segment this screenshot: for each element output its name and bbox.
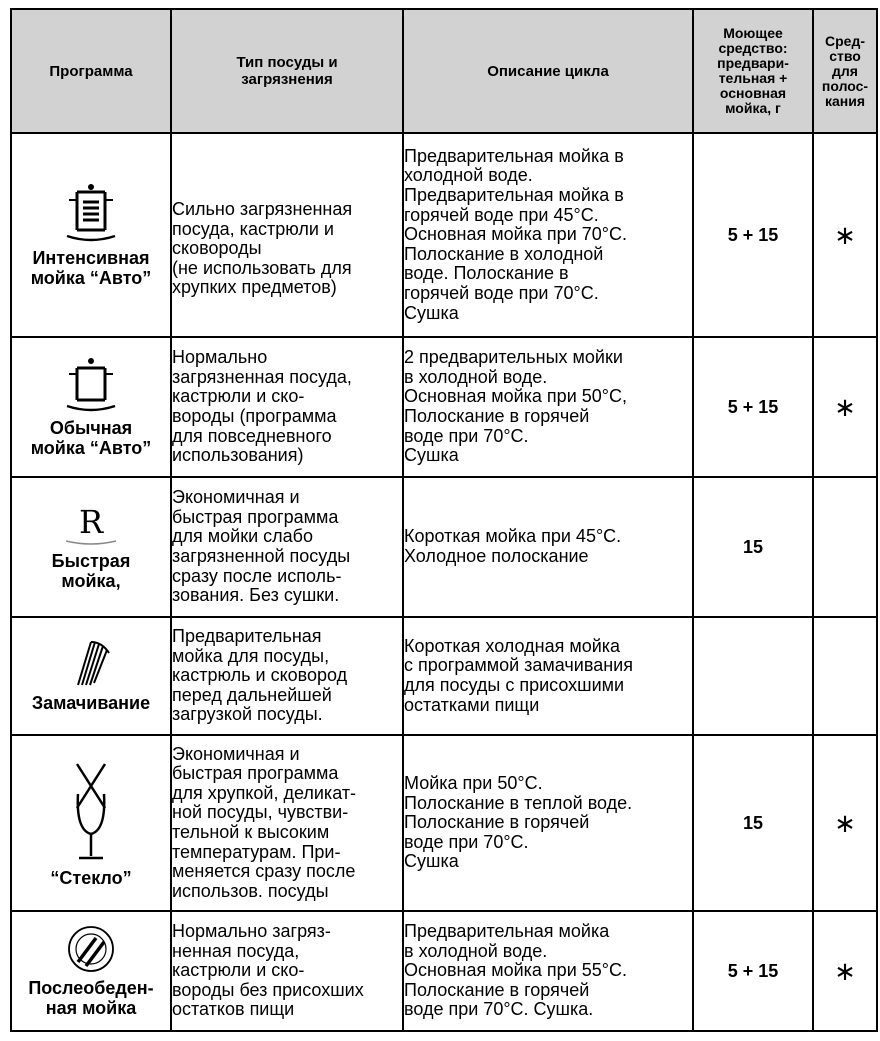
svg-text:R: R — [78, 503, 104, 541]
table-row — [11, 337, 877, 477]
header-rinse-aid: Сред- ство для полос- кания — [813, 9, 877, 133]
rinse-aid-cell: ∗ — [813, 337, 877, 477]
program-cell — [11, 337, 171, 477]
rinse-aid-cell — [813, 617, 877, 735]
rinse-aid-cell — [813, 477, 877, 617]
program-cell — [11, 911, 171, 1031]
header-detergent: Моющее средство: предвари- тельная + основная мойка, г — [693, 9, 813, 133]
detergent-cell: 5 + 15 — [693, 911, 813, 1031]
detergent-cell: 5 + 15 — [693, 133, 813, 337]
quick-r-icon — [56, 503, 126, 547]
program-name: Интенсивная мойка “Авто” — [30, 248, 152, 288]
dish-type-cell: Экономичная и быстрая программа для хрупкой, деликат- ной посуды, чувстви- тельной к высоким температурам. При- меняется сразу после использов. посуды — [171, 735, 403, 911]
dish-type-cell: Предварительная мойка для посуды, кастрюль и сковород перед дальнейшей загрузкой посуды. — [171, 617, 403, 735]
dish-type-cell: Нормально загряз- ненная посуда, кастрюли и ско- вороды без присохших остатков пищи — [171, 911, 403, 1031]
header-row — [11, 9, 877, 133]
table-row — [11, 911, 877, 1031]
program-name: Обычная мойка “Авто” — [30, 418, 152, 458]
rinse-aid-cell: ∗ — [813, 133, 877, 337]
cycle-cell: Короткая мойка при 45°C. Холодное полоскание — [403, 477, 693, 617]
program-table — [10, 8, 878, 1032]
table-row — [11, 735, 877, 911]
dish-type-cell: Экономичная и быстрая программа для мойки слабо загрязненной посуды сразу после исполь- зования. Без сушки. — [171, 477, 403, 617]
soak-shower-icon — [69, 639, 113, 689]
program-cell — [11, 617, 171, 735]
detergent-cell: 15 — [693, 477, 813, 617]
detergent-cell: 15 — [693, 735, 813, 911]
table-row — [11, 617, 877, 735]
dish-type-cell: Сильно загрязненная посуда, кастрюли и сковороды (не использовать для хрупких предметов) — [171, 133, 403, 337]
program-name: Замачивание — [31, 693, 151, 713]
detergent-cell: 5 + 15 — [693, 337, 813, 477]
program-name: Быстрая мойка, — [51, 551, 131, 591]
program-name: “Стекло” — [50, 868, 132, 888]
table-row — [11, 477, 877, 617]
program-name: Послеобеден- ная мойка — [28, 978, 154, 1018]
header-cycle: Описание цикла — [403, 9, 693, 133]
cycle-cell: 2 предварительных мойки в холодной воде. Основная мойка при 50°C, Полоскание в горячей воде при 70°C. Сушка — [403, 337, 693, 477]
header-dish-type: Тип посуды и загрязнения — [171, 9, 403, 133]
rinse-aid-cell: ∗ — [813, 911, 877, 1031]
program-cell — [11, 477, 171, 617]
cycle-cell: Предварительная мойка в холодной воде. Предварительная мойка в горячей воде при 45°C. Основная мойка при 70°C. Полоскание в холодной воде. Полоскание в горячей воде при 70°C. Сушка — [403, 133, 693, 337]
rinse-aid-cell: ∗ — [813, 735, 877, 911]
glass-icon — [61, 758, 121, 864]
intensive-pot-icon — [61, 182, 121, 244]
program-cell — [11, 133, 171, 337]
plate-cutlery-icon — [66, 924, 116, 974]
normal-pot-icon — [61, 356, 121, 414]
cycle-cell: Мойка при 50°C. Полоскание в теплой воде. Полоскание в горячей воде при 70°C. Сушка — [403, 735, 693, 911]
cycle-cell: Короткая холодная мойка с программой замачивания для посуды с присохшими остатками пищи — [403, 617, 693, 735]
header-program: Программа — [11, 9, 171, 133]
program-cell — [11, 735, 171, 911]
dish-type-cell: Нормально загрязненная посуда, кастрюли и ско- вороды (программа для повседневного использования) — [171, 337, 403, 477]
cycle-cell: Предварительная мойка в холодной воде. Основная мойка при 55°C. Полоскание в горячей воде при 70°C. Сушка. — [403, 911, 693, 1031]
detergent-cell — [693, 617, 813, 735]
table-row — [11, 133, 877, 337]
